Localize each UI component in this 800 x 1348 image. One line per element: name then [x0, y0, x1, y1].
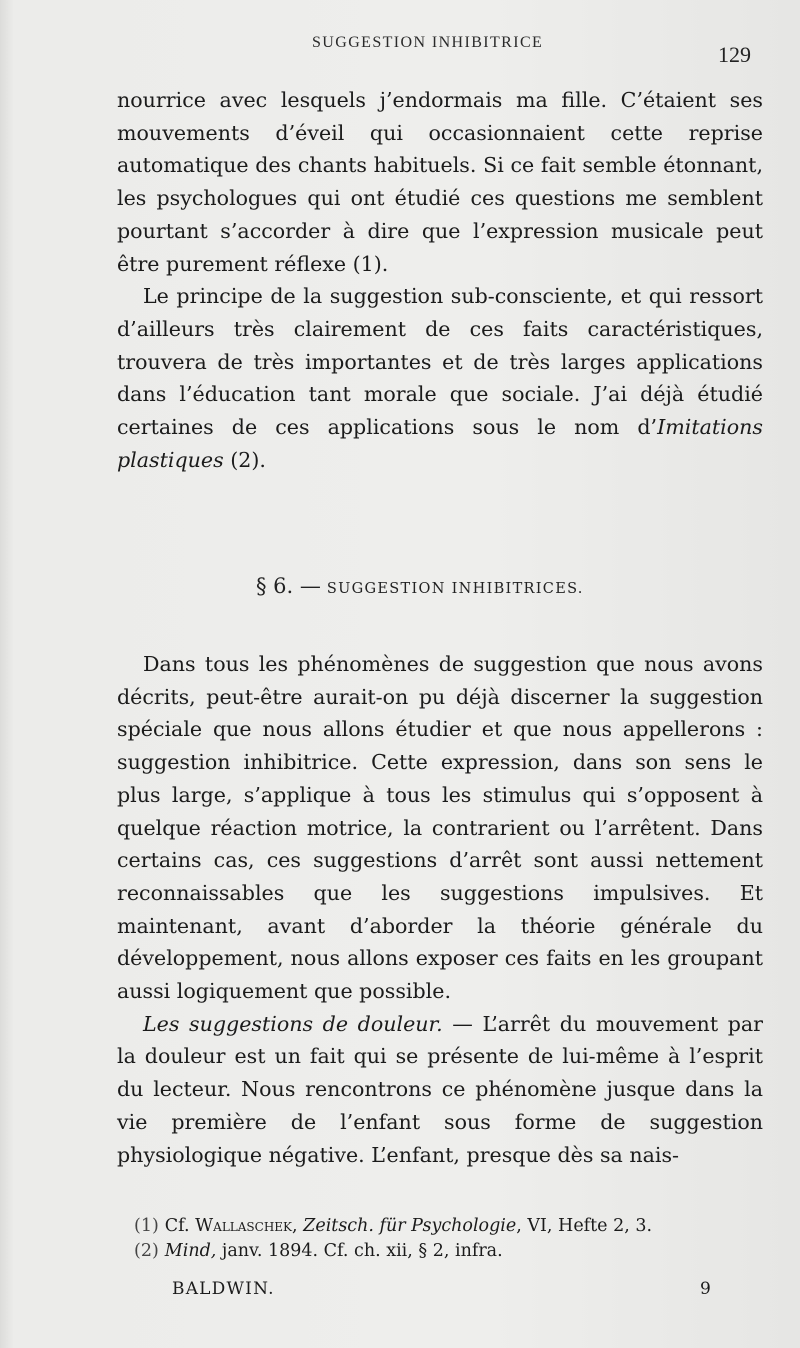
footnote-text: ,: [292, 1216, 304, 1236]
footnotes: [134, 1214, 754, 1264]
page-number: 129: [718, 42, 751, 67]
footnote-italic: Zeitsch. für Psychologie: [303, 1216, 517, 1236]
signature-number: 9: [700, 1279, 711, 1299]
text-block-bottom: [117, 648, 763, 1171]
footnote: [134, 1239, 754, 1264]
footnote-author: Wallaschek: [195, 1216, 293, 1236]
section-title: SUGGESTION INHIBITRICES.: [326, 581, 584, 597]
running-head: [0, 34, 800, 67]
italic-title: Imitations plastiques: [117, 415, 763, 472]
footnote-number: (2): [134, 1241, 159, 1261]
signature-line: [172, 1279, 732, 1307]
paragraph-text: (2).: [223, 447, 266, 472]
footnote-text: Cf.: [164, 1216, 196, 1236]
signature-author: BALDWIN.: [172, 1279, 275, 1299]
text-block-top: [117, 84, 763, 476]
paragraph-text: Le principe de la suggestion sub-consciente, et qui ressort d’ailleurs très clairement de ces faits caractéristiques, trouvera de très importantes et de très larges applications dans l’éducation tant morale que sociale. J’ai déjà étudié certaines de ces applications sous le nom d’: [117, 284, 763, 440]
footnote-text: janv. 1894. Cf. ch. xii, § 2, infra.: [216, 1241, 503, 1261]
footnote-text: , VI, Hefte 2, 3.: [516, 1216, 653, 1236]
footnote-number: (1): [134, 1216, 159, 1236]
section-number: § 6. —: [256, 574, 321, 598]
paragraph: nourrice avec lesquels j’endormais ma fille. C’étaient ses mouvements d’éveil qui occasionnaient cette reprise automatique des chants habituels. Si ce fait semble étonnant, les psychologues qui ont étudié ces questions me semblent pourtant s’accorder à dire que l’expression musicale peut être purement réflexe (1).: [117, 88, 763, 276]
running-title: SUGGESTION INHIBITRICE: [312, 34, 544, 51]
footnote-italic: Mind,: [164, 1241, 217, 1261]
paragraph: Dans tous les phénomènes de suggestion que nous avons décrits, peut-être aurait-on pu déjà discerner la suggestion spéciale que nous allons étudier et que nous appellerons : suggestion inhibitrice. Cette expression, dans son sens le plus large, s’applique à tous les stimulus qui s’opposent à quelque réaction motrice, la contrarient ou l’arrêtent. Dans certains cas, ces suggestions d’arrêt sont aussi nettement reconnaissables que les suggestions impulsives. Et maintenant, avant d’aborder la théorie générale du développement, nous allons exposer ces faits en les groupant aussi logiquement que possible.: [117, 652, 763, 1004]
section-heading: [256, 574, 656, 598]
paragraph: [117, 1008, 763, 1172]
paragraph-text: — L’arrêt du mouvement par la douleur est un fait qui se présente de lui-même à l’esprit du lecteur. Nous rencontrons ce phénomène jusque dans la vie première de l’enfant sous forme de suggestion physiologique négative. L’enfant, presque dès sa nais-: [117, 1011, 763, 1167]
paragraph: [117, 280, 763, 476]
footnote: [134, 1214, 754, 1239]
italic-run-in-heading: Les suggestions de douleur.: [143, 1011, 443, 1036]
